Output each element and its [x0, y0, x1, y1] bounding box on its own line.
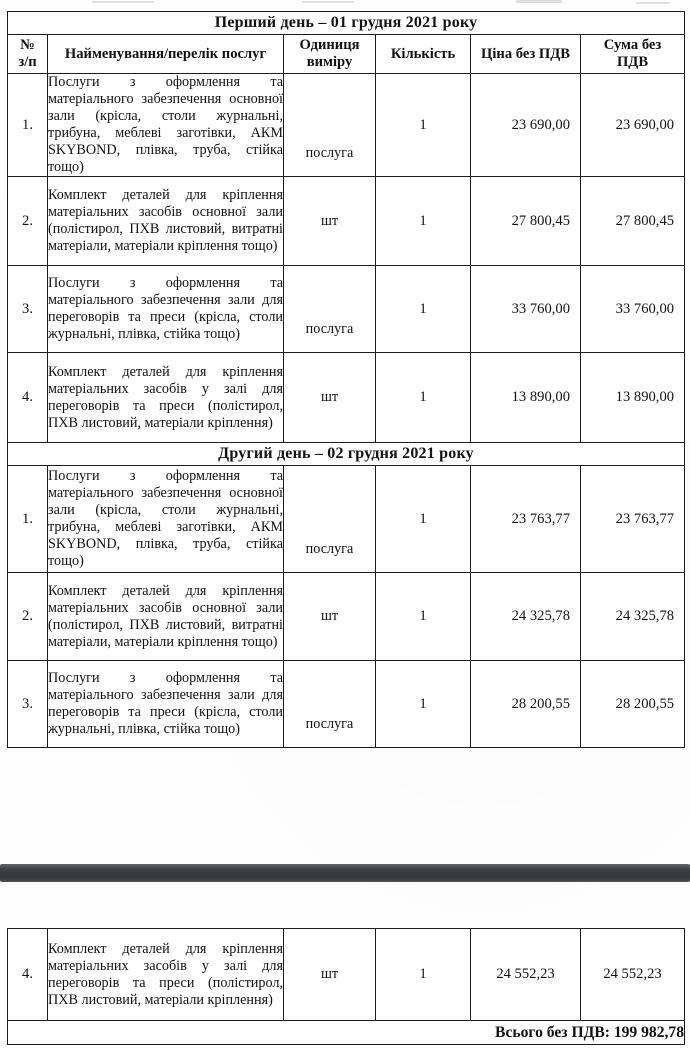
sum-cell: 23 690,00	[581, 74, 685, 177]
row-number-cell: 4.	[8, 929, 48, 1021]
unit-cell: послуга	[284, 74, 376, 177]
service-description-cell: Послуги з оформлення та матеріального забезпечення зали для переговорів та преси (крісла, столи журнальні, плівка, стійка тощо)	[48, 661, 284, 748]
table-row	[8, 353, 685, 443]
service-description-cell: Комплект деталей для кріплення матеріальних засобів у залі для переговорів та преси (полістирол, ПХВ листовий, матеріали кріплення)	[48, 929, 284, 1021]
table-row	[8, 929, 685, 1021]
col-header-sum	[581, 35, 685, 74]
quantity-cell: 1	[376, 353, 471, 443]
service-description-cell: Послуги з оформлення та матеріального забезпечення зали для переговорів та преси (крісла, столи журнальні, плівка, стійка тощо)	[48, 266, 284, 353]
col-header-unit-line2: виміру	[306, 54, 353, 70]
row-number-cell: 3.	[8, 266, 48, 353]
col-header-sum-line2: ПДВ	[616, 54, 649, 70]
price-cell: 24 325,78	[471, 573, 581, 661]
page-break-bar	[0, 864, 690, 882]
col-header-num-line2: з/п	[18, 54, 37, 70]
col-header-num	[8, 35, 48, 74]
price-cell: 23 690,00	[471, 74, 581, 177]
unit-cell: послуга	[284, 661, 376, 748]
col-header-qty: Кількість	[376, 35, 471, 74]
unit-cell: шт	[284, 177, 376, 266]
price-cell: 13 890,00	[471, 353, 581, 443]
row-number-cell: 3.	[8, 661, 48, 748]
table-row	[8, 466, 685, 573]
col-header-sum-line1: Сума без	[603, 37, 662, 53]
scan-artifact	[636, 2, 670, 4]
unit-cell: послуга	[284, 266, 376, 353]
row-number-cell: 2.	[8, 177, 48, 266]
services-table-page1	[7, 11, 685, 748]
row-number-cell: 4.	[8, 353, 48, 443]
table-row	[8, 661, 685, 748]
quantity-cell: 1	[376, 929, 471, 1021]
sum-cell: 24 325,78	[581, 573, 685, 661]
service-description-cell: Комплект деталей для кріплення матеріальних засобів основної зали (полістирол, ПХВ листовий, витратні матеріали, матеріали кріплення тощо)	[48, 573, 284, 661]
sum-cell: 13 890,00	[581, 353, 685, 443]
total-row	[8, 1021, 685, 1045]
unit-cell: шт	[284, 929, 376, 1021]
quantity-cell: 1	[376, 661, 471, 748]
price-cell: 33 760,00	[471, 266, 581, 353]
price-cell: 24 552,23	[471, 929, 581, 1021]
unit-cell: шт	[284, 573, 376, 661]
scan-artifact	[92, 1, 154, 3]
column-header-row	[8, 35, 685, 74]
quantity-cell: 1	[376, 177, 471, 266]
col-header-price: Ціна без ПДВ	[471, 35, 581, 74]
section-title-row	[8, 12, 685, 35]
service-description-cell: Комплект деталей для кріплення матеріальних засобів основної зали (полістирол, ПХВ листовий, витратні матеріали, матеріали кріплення тощо)	[48, 177, 284, 266]
row-number-cell: 1.	[8, 74, 48, 177]
section-title-row	[8, 443, 685, 466]
quantity-cell: 1	[376, 74, 471, 177]
sum-cell: 23 763,77	[581, 466, 685, 573]
quantity-cell: 1	[376, 266, 471, 353]
quantity-cell: 1	[376, 466, 471, 573]
unit-cell: шт	[284, 353, 376, 443]
table-row	[8, 177, 685, 266]
row-number-cell: 2.	[8, 573, 48, 661]
col-header-name: Найменування/перелік послуг	[48, 35, 284, 74]
unit-cell: послуга	[284, 466, 376, 573]
day1-section-title: Перший день – 01 грудня 2021 року	[8, 12, 685, 35]
row-number-cell: 1.	[8, 466, 48, 573]
scan-artifact	[516, 0, 562, 3]
scan-artifact	[302, 1, 354, 3]
sum-cell: 28 200,55	[581, 661, 685, 748]
total-without-vat: Всього без ПДВ: 199 982,78	[8, 1021, 685, 1045]
col-header-num-line1: №	[20, 37, 35, 53]
day2-section-title: Другий день – 02 грудня 2021 року	[8, 443, 685, 466]
service-description-cell: Послуги з оформлення та матеріального забезпечення основної зали (крісла, столи журнальні, трибуна, меблеві заготівки, АКМ SKYBOND, плівка, труба, стійка тощо)	[48, 74, 283, 175]
table-row	[8, 74, 685, 177]
service-description-cell: Послуги з оформлення та матеріального забезпечення основної зали (крісла, столи журнальні, трибуна, меблеві заготівки, АКМ SKYBOND, плівка, труба, стійка тощо)	[48, 466, 284, 573]
col-header-unit	[284, 35, 376, 74]
service-description-cell: Комплект деталей для кріплення матеріальних засобів у залі для переговорів та преси (полістирол, ПХВ листовий, матеріали кріплення)	[48, 353, 284, 443]
sum-cell: 24 552,23	[581, 929, 685, 1021]
quantity-cell: 1	[376, 573, 471, 661]
price-cell: 23 763,77	[471, 466, 581, 573]
sum-cell: 27 800,45	[581, 177, 685, 266]
price-cell: 28 200,55	[471, 661, 581, 748]
sum-cell: 33 760,00	[581, 266, 685, 353]
col-header-unit-line1: Одиниця	[299, 37, 360, 53]
price-cell: 27 800,45	[471, 177, 581, 266]
table-row	[8, 266, 685, 353]
table-row	[8, 573, 685, 661]
services-table-page2	[7, 928, 685, 1045]
